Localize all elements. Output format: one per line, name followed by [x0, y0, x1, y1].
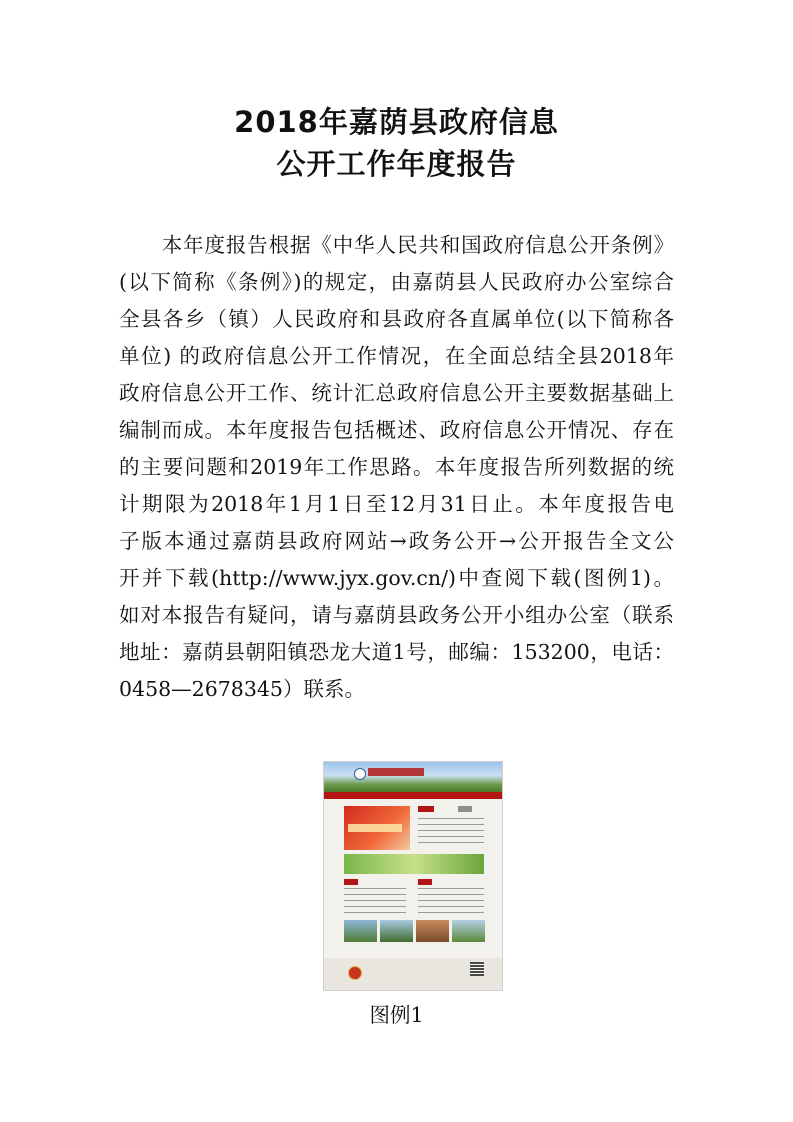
- paragraph-line: (以下简称《条例》)的规定，由嘉荫县人民政府办公室综合: [119, 270, 674, 294]
- paragraph-line: 政府信息公开工作、统计汇总政府信息公开主要数据基础上: [119, 381, 674, 405]
- paragraph-line: 如对本报告有疑问，请与嘉荫县政务公开小组办公室（联系: [119, 603, 674, 627]
- figure-photo: [380, 920, 413, 942]
- figure-slideshow-caption: [348, 824, 402, 832]
- figure-banner: [324, 762, 502, 792]
- paragraph-line: 的主要问题和2019年工作思路。本年度报告所列数据的统: [119, 455, 674, 479]
- paragraph-line: 地址：嘉荫县朝阳镇恐龙大道1号，邮编：153200，电话：: [119, 640, 674, 664]
- paragraph-line: 计期限为2018年1月1日至12月31日止。本年度报告电: [119, 492, 674, 516]
- figure-photo: [416, 920, 449, 942]
- figure-news-list: [418, 818, 484, 848]
- paragraph-line: 本年度报告根据《中华人民共和国政府信息公开条例》: [119, 233, 674, 257]
- figure-news-tab: [418, 806, 434, 812]
- figure-nav-bar: [324, 792, 502, 799]
- figure-qr-code-icon: [470, 962, 484, 976]
- paragraph-line: 单位) 的政府信息公开工作情况，在全面总结全县2018年: [119, 344, 674, 368]
- report-title-line-2: 公开工作年度报告: [276, 147, 517, 181]
- figure-photo: [344, 920, 377, 942]
- figure-logo-emblem-icon: [354, 768, 366, 780]
- figure-section-list: [344, 888, 406, 918]
- paragraph-line: 子版本通过嘉荫县政府网站→政务公开→公开报告全文公: [119, 529, 674, 553]
- paragraph-line: 开并下载(http://www.jyx.gov.cn/)中查阅下载(图例1)。: [119, 566, 674, 590]
- figure-section-tab: [344, 879, 358, 885]
- figure-news-tab: [458, 806, 472, 812]
- figure-green-banner: [344, 854, 484, 874]
- paragraph-line: 0458—2678345）联系。: [119, 677, 365, 701]
- figure-section-list: [418, 888, 484, 918]
- figure-section-tab: [418, 879, 432, 885]
- figure-logo-text: [368, 768, 424, 776]
- report-title-line-1: 2018年嘉荫县政府信息: [234, 105, 559, 139]
- website-screenshot-icon: [323, 761, 503, 991]
- paragraph-line: 编制而成。本年度报告包括概述、政府信息公开情况、存在: [119, 418, 674, 442]
- figure-footer-emblem-icon: [348, 966, 362, 980]
- figure-photo: [452, 920, 485, 942]
- paragraph-line: 全县各乡（镇）人民政府和县政府各直属单位(以下简称各: [119, 307, 674, 331]
- figure-photo-strip: [344, 920, 484, 942]
- figure-caption: 图例1: [369, 1003, 424, 1027]
